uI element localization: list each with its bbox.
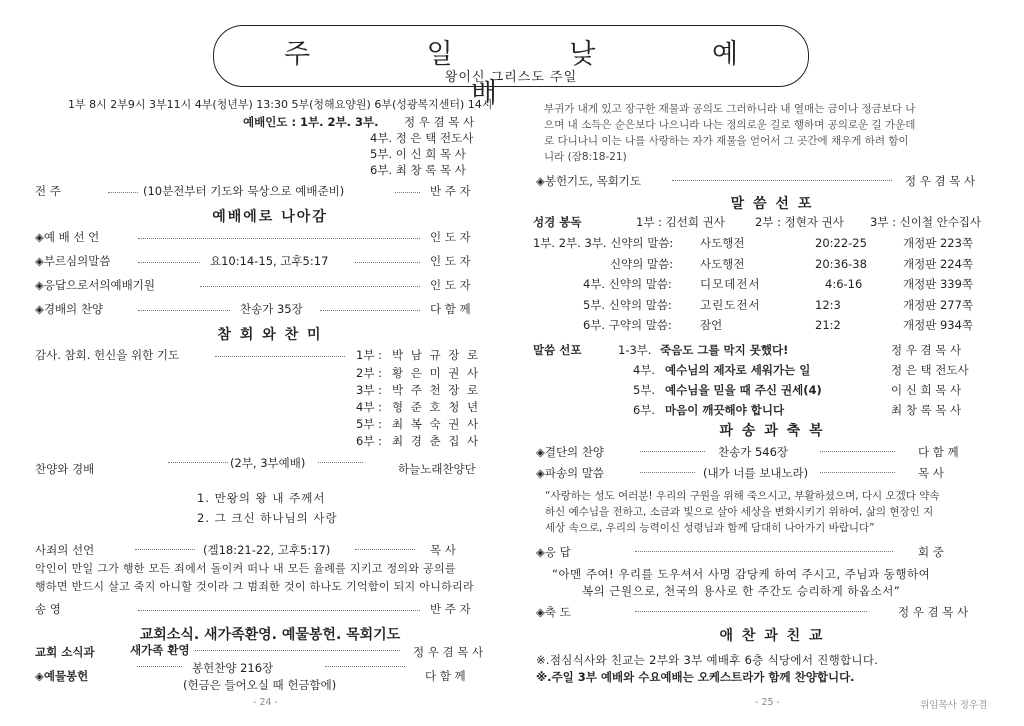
prayer-part: 1부 : [356, 348, 382, 362]
offering-who: 다 함 께 [425, 669, 466, 683]
scripture-verse: 20:22-25 [815, 236, 867, 250]
scripture-book: 잠언 [700, 318, 723, 332]
scripture-part: 4부. 신약의 말씀: [583, 277, 672, 291]
prelude-label: 전 주 [35, 184, 61, 198]
leader-dots [320, 310, 420, 311]
leader-dots [135, 549, 195, 550]
proverb-line-3: 로 다니나니 이는 나를 사랑하는 자가 재물을 얻어서 그 곳간에 채우게 하려 함이 [544, 135, 909, 147]
item-who: 인 도 자 [430, 254, 471, 268]
declaration-mid: (겔18:21-22, 고후5:17) [203, 543, 331, 557]
sermon-part: 5부. [633, 383, 656, 397]
prayer-name: 박 남 규 장 로 [392, 348, 481, 362]
leader-dots [200, 286, 420, 287]
praise-mid: (2부, 3부예배) [230, 456, 306, 470]
service-times: 1부 8시 2부9시 3부11시 4부(청년부) 13:30 5부(청해요양원) 6부(성광복지센터) 14시 [68, 98, 493, 111]
leader-3: 5부. 이 신 희 목 사 [370, 147, 466, 161]
prayer-name: 최 복 숙 권 사 [392, 417, 481, 431]
scripture-verse: 12:3 [815, 298, 841, 312]
reading-label: 성경 봉독 [533, 215, 582, 229]
leader-dots [108, 192, 138, 193]
leader-dots [137, 666, 182, 667]
prayer-name: 최 경 춘 집 사 [392, 434, 481, 448]
decision-label: ◈결단의 찬양 [536, 445, 605, 459]
item-label: ◈응답으로서의예배기원 [35, 278, 155, 292]
proverb-line-2: 으며 내 소득은 순은보다 나으니라 나는 정의로운 길로 행하며 공의로운 길 가운데 [544, 119, 916, 131]
scripture-page: 개정판 934쪽 [903, 318, 974, 332]
scripture-part: 5부. 신약의 말씀: [583, 298, 672, 312]
scripture-book: 사도행전 [700, 257, 745, 271]
item-mid: 찬송가 35장 [240, 302, 303, 316]
sermon-title: 죽음도 그를 막지 못했다! [660, 343, 789, 357]
declaration-text-1: 악인이 만일 그가 행한 모든 죄에서 돌이켜 떠나 내 모든 율례를 지키고 정의와 공의를 [35, 562, 456, 575]
item-label: ◈예 배 선 언 [35, 230, 100, 244]
page-subtitle: 왕이신 그리스도 주일 [444, 70, 578, 85]
item-label: ◈부르심의말씀 [35, 254, 111, 268]
leader-dots [138, 238, 420, 239]
leader-dots [640, 451, 705, 452]
sending-text-1: “사랑하는 성도 여러분! 우리의 구원을 위해 죽으시고, 부활하셨으며, 다시 오겠다 약속 [545, 490, 940, 502]
prayer-part: 6부 : [356, 434, 382, 448]
leader-4: 6부. 최 창 록 목 사 [370, 163, 466, 177]
offering-label: ◈예물봉헌 [35, 669, 89, 683]
leader-dots [195, 650, 400, 651]
declaration-text-2: 행하면 반드시 살고 죽지 아니할 것이라 그 범죄한 것이 하나도 기억함이 되지 아니하리라 [35, 580, 474, 593]
sermon-title: 마음이 깨끗해야 합니다 [665, 403, 785, 417]
prayer-name: 박 주 천 장 로 [392, 383, 481, 397]
proverb-line-1: 부귀가 내게 있고 장구한 재물과 공의도 그러하니라 내 열매는 금이나 정금보다 나 [544, 103, 916, 115]
sermon-who: 정 은 택 전도사 [891, 363, 969, 377]
offering-mid: 봉헌찬양 216장 [192, 661, 274, 675]
prayer-name: 형 준 호 청 년 [392, 400, 481, 414]
prayer-label: 감사. 참회. 헌신을 위한 기도 [35, 348, 180, 362]
sending-label: ◈파송의 말씀 [536, 466, 605, 480]
note-1: ※.점심식사와 친교는 2부와 3부 예배후 6층 식당에서 진행합니다. [536, 653, 879, 667]
news-label: 교회 소식과 [35, 645, 95, 659]
prelude-desc: (10분전부터 기도와 묵상으로 예배준비) [143, 184, 345, 198]
sermon-who: 정 우 겸 목 사 [891, 343, 962, 357]
offering-mid-2: (헌금은 들어오실 때 헌금함에) [183, 678, 337, 692]
prayer-part: 4부 : [356, 400, 382, 414]
proverb-line-4: 니라 (잠8:18-21) [544, 151, 627, 163]
note-2: ※.주일 3부 예배와 수요예배는 오케스트라가 함께 찬양합니다. [536, 670, 855, 684]
song-who: 반 주 자 [430, 602, 471, 616]
sermon-part: 4부. [633, 363, 656, 377]
section-title: 파 송 과 축 복 [719, 423, 825, 439]
scripture-page: 개정판 339쪽 [903, 277, 974, 291]
sermon-title: 예수님을 믿을 때 주신 권세(4) [665, 383, 822, 397]
section-title: 말 씀 선 포 [730, 196, 814, 212]
leader-dots [820, 451, 895, 452]
song-label: 송 영 [35, 602, 61, 616]
leader-dots [138, 262, 200, 263]
pastor-footer: 위임목사 정우겸 [920, 700, 988, 711]
leader-dots [138, 310, 230, 311]
leader-dots [215, 356, 345, 357]
scripture-book: 사도행전 [700, 236, 745, 250]
leader-2: 4부. 정 은 택 전도사 [370, 131, 474, 145]
leader-dots [395, 192, 420, 193]
worship-leader-label: 예배인도 : 1부. 2부. 3부. [243, 115, 379, 129]
response-text-1: “아멘 주여! 우리를 도우셔서 사명 감당케 하여 주시고, 주님과 동행하여 [552, 567, 931, 581]
scripture-verse: 20:36-38 [815, 257, 867, 271]
leader-1: 정 우 겸 목 사 [404, 115, 475, 129]
prayer-part: 5부 : [356, 417, 382, 431]
sermon-title: 예수님의 제자로 세워가는 일 [665, 363, 811, 377]
leader-dots [640, 472, 695, 473]
item-who: 인 도 자 [430, 278, 471, 292]
leader-dots [325, 666, 405, 667]
declaration-label: 사죄의 선언 [35, 543, 95, 557]
sending-text-2: 하신 예수님을 전하고, 소금과 빛으로 살아 세상을 변화시키기 위하여, 삶의 현장인 지 [545, 506, 934, 518]
praise-who: 하늘노래찬양단 [398, 462, 476, 476]
sending-who: 목 사 [918, 466, 944, 480]
sermon-label: 말씀 선포 [533, 343, 582, 357]
sermon-part: 6부. [633, 403, 656, 417]
page-number-left: - 24 - [253, 697, 278, 708]
scripture-part: 6부. 구약의 말씀: [583, 318, 672, 332]
decision-mid: 찬송가 546장 [718, 445, 789, 459]
declaration-who: 목 사 [430, 543, 456, 557]
decision-who: 다 함 께 [918, 445, 959, 459]
sermon-part: 1-3부. [618, 343, 652, 357]
response-who: 회 중 [918, 545, 944, 559]
sending-text-3: 세상 속으로, 우리의 능력이신 성령님과 함께 담대히 나아가기 바랍니다” [545, 522, 875, 534]
page-title: 주 일 낮 예 배 [283, 39, 793, 109]
leader-dots [318, 462, 363, 463]
section-title: 예배에로 나아감 [212, 209, 328, 225]
page-number-right: - 25 - [755, 697, 780, 708]
leader-dots [168, 462, 228, 463]
news-label-2: 새가족 환영 [130, 643, 190, 657]
scripture-page: 개정판 224쪽 [903, 257, 974, 271]
prayer-name: 황 은 미 권 사 [392, 366, 481, 380]
leader-dots [355, 549, 415, 550]
item-who: 인 도 자 [430, 230, 471, 244]
scripture-page: 개정판 223쪽 [903, 236, 974, 250]
leader-dots [672, 180, 892, 181]
leader-dots [820, 472, 895, 473]
reading-p1: 1부 : 김선희 권사 [636, 215, 725, 229]
prayer-part: 3부 : [356, 383, 382, 397]
blessing-who: 정 우 겸 목 사 [898, 605, 969, 619]
section-title: 애 찬 과 친 교 [719, 628, 825, 644]
item-mid: 요10:14-15, 고후5:17 [210, 254, 329, 268]
scripture-part: 신약의 말씀: [610, 257, 674, 271]
sermon-who: 최 창 록 목 사 [891, 403, 962, 417]
song-1: 1. 만왕의 왕 내 주께서 [197, 491, 326, 505]
scripture-book: 디모데전서 [700, 277, 761, 291]
reading-p3: 3부 : 신이철 안수집사 [870, 215, 982, 229]
leader-dots [355, 262, 420, 263]
praise-label: 찬양와 경배 [35, 462, 95, 476]
reading-p2: 2부 : 정현자 권사 [755, 215, 844, 229]
song-2: 2. 그 크신 하나님의 사랑 [197, 511, 338, 525]
leader-dots [635, 551, 893, 552]
section-title: 교회소식. 새가족환영. 예물봉헌. 목회기도 [139, 627, 401, 643]
leader-dots [138, 610, 420, 611]
prelude-who: 반 주 자 [430, 184, 471, 198]
item-who: 다 함 께 [430, 302, 471, 316]
response-text-2: 복의 근원으로, 천국의 용사로 한 주간도 승리하게 하옵소서” [582, 584, 901, 598]
prayer-part: 2부 : [356, 366, 382, 380]
sermon-who: 이 신 희 목 사 [891, 383, 962, 397]
response-label: ◈응 답 [536, 545, 571, 559]
scripture-page: 개정판 277쪽 [903, 298, 974, 312]
offering-prayer-who: 정 우 겸 목 사 [905, 174, 976, 188]
item-label: ◈경배의 찬양 [35, 302, 104, 316]
leader-dots [635, 611, 867, 612]
scripture-book: 고린도전서 [700, 298, 761, 312]
section-title: 참 회 와 찬 미 [217, 327, 323, 343]
offering-prayer-label: ◈봉헌기도, 목회기도 [536, 174, 642, 188]
sending-mid: (내가 너를 보내노라) [703, 466, 809, 480]
scripture-part: 1부. 2부. 3부. 신약의 말씀: [533, 236, 674, 250]
news-who: 정 우 겸 목 사 [413, 645, 484, 659]
blessing-label: ◈축 도 [536, 605, 571, 619]
scripture-verse: 4:6-16 [825, 277, 863, 291]
scripture-verse: 21:2 [815, 318, 841, 332]
